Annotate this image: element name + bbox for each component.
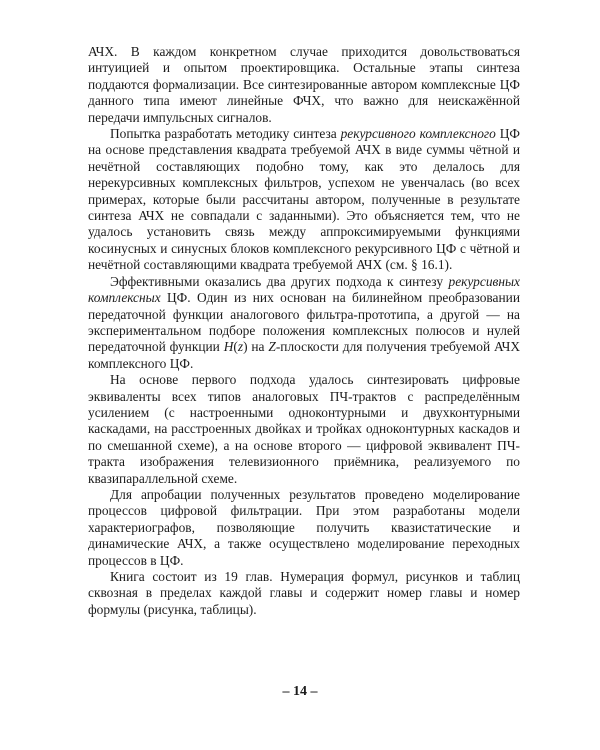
text-run: Попытка разработать методику синтеза bbox=[110, 126, 341, 142]
text-run: ЦФ. Один из них основан на билинейном преобразовании передаточной функции аналогового фильтра-прототипа, а другой — на экспериментальном подборе положения комплексных полюсов и нулей передаточной функции bbox=[88, 290, 520, 355]
italic-text: рекурсивного комплексного bbox=[340, 126, 496, 142]
paragraph bbox=[88, 126, 520, 274]
italic-text: H bbox=[223, 339, 234, 355]
text-run: ЦФ на основе представления квадрата требуемой АЧХ в виде суммы чётной и нечётной составляющих подобно тому, как это делалось для нерекурсивных комплексных фильтров, успехом не увенчалась (во всех примерах, которые были рассчитаны автором, полученные в результате синтеза АЧХ не совпадали с заданными). Это объясняется тем, что не удалось установить связь между аппроксимируемыми функциями косинусных и синусных блоков комплексного рекурсивного ЦФ с чётной и нечётной составляющими квадрата требуемой АЧХ (см. § 16.1). bbox=[88, 126, 520, 273]
text-run: ) на bbox=[243, 339, 269, 355]
text-run: На основе первого подхода удалось синтезировать цифровые эквиваленты всех типов аналоговых ПЧ-трактов с распределённым усилением (с настроенными одноконтурными и двухконтурными каскадами, на расстроенных двойках и тройках одноконтурных каскадов и по смешанной схеме), а на основе второго — цифровой эквивалент ПЧ-тракта изображения телевизионного приёмника, реализуемого по квазипараллельной схеме. bbox=[88, 372, 520, 486]
paragraph bbox=[88, 487, 520, 569]
paragraph bbox=[88, 569, 520, 618]
italic-text: рекурсивных комплексных bbox=[88, 273, 520, 306]
italic-text: Z bbox=[268, 339, 276, 355]
paragraph bbox=[88, 274, 520, 372]
text-run: Книга состоит из 19 глав. Нумерация формул, рисунков и таблиц сквозная в пределах каждой главы и содержит номер главы и номер формулы (рисунка, таблицы). bbox=[88, 569, 520, 617]
body-text bbox=[88, 44, 520, 618]
italic-text: z bbox=[237, 339, 244, 355]
text-run: ( bbox=[233, 339, 238, 355]
paragraph bbox=[88, 372, 520, 487]
paragraph bbox=[88, 44, 520, 126]
text-run: АЧХ. В каждом конкретном случае приходится довольствоваться интуицией и опытом проектировщика. Остальные этапы синтеза поддаются формализации. Все синтезированные автором комплексные ЦФ данного типа имеют линейные ФЧХ, что важно для неискажённой передачи импульсных сигналов. bbox=[88, 44, 520, 125]
page-number: – 14 – bbox=[282, 684, 318, 699]
text-run: -плоскости для получения требуемой АЧХ комплексного ЦФ. bbox=[88, 339, 521, 371]
text-run: Эффективными оказались два других подхода к синтезу bbox=[110, 273, 449, 289]
text-run: Для апробации полученных результатов проведено моделирование процессов цифровой фильтрации. При этом разработаны модели характериографов, позволяющие получить квазистатические и динамические АЧХ, а также осуществлено моделирование переходных процессов в ЦФ. bbox=[88, 486, 520, 568]
